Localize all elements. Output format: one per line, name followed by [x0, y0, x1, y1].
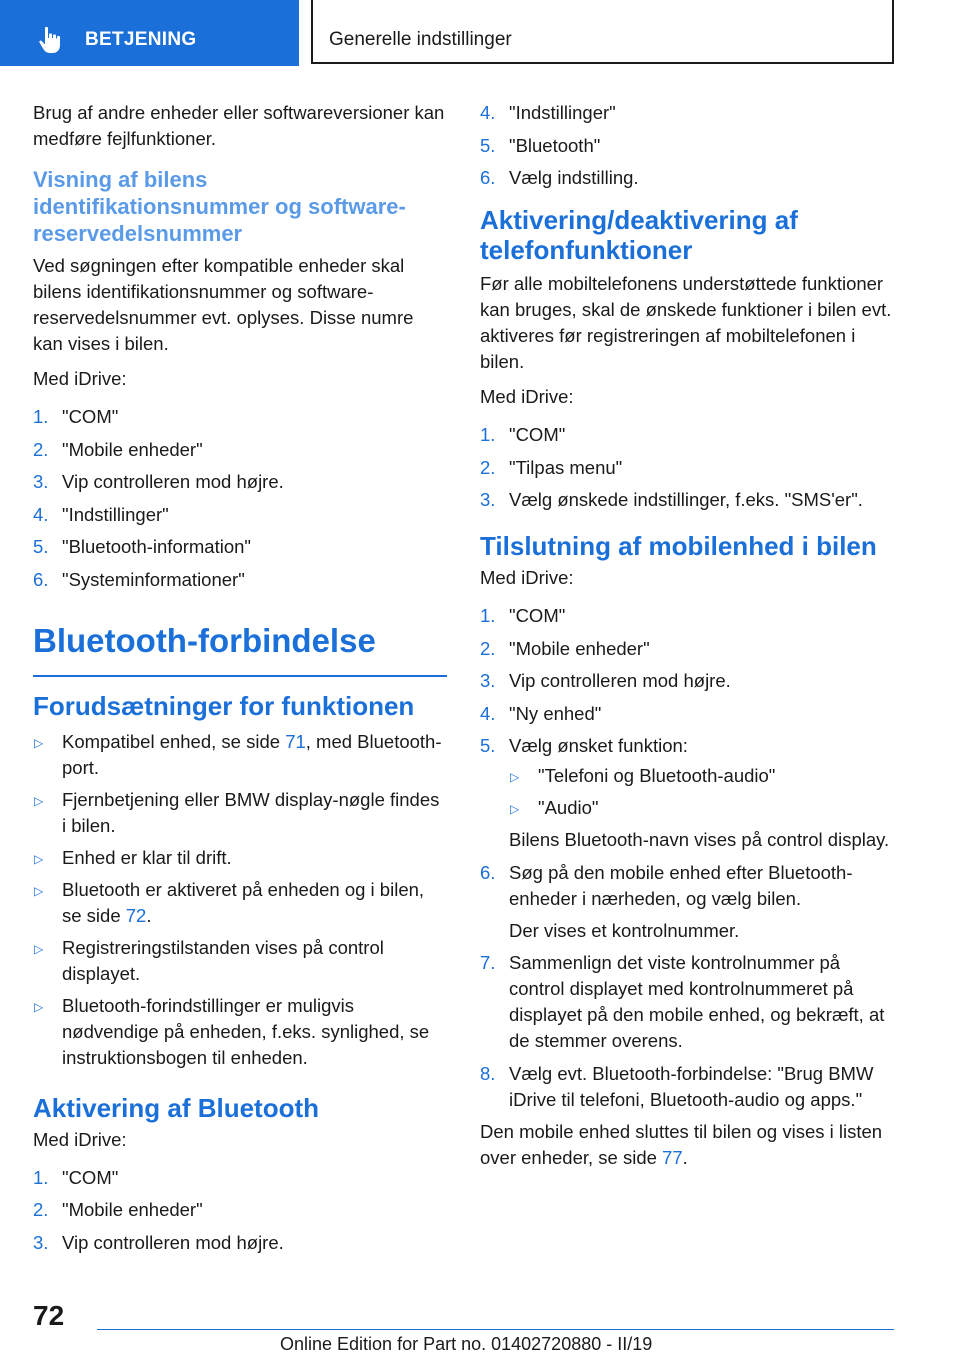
list-item: 2. "Tilpas menu"	[480, 456, 623, 478]
connect-steps	[480, 603, 900, 1113]
list-item: 2. "Mobile enheder"	[480, 637, 650, 659]
page-link[interactable]: 71	[285, 730, 306, 752]
idrive-label: Med iDrive:	[480, 386, 574, 407]
list-item: ▷ "Audio"	[509, 795, 900, 821]
triangle-bullet-icon: ▷	[510, 770, 520, 784]
function-options	[509, 763, 900, 821]
list-item: ▷ Kompatibel enhed, se side 71, med Bluetooth-port.	[34, 730, 442, 778]
heading-connect-device: Tilslutning af mobilenhed i bilen	[480, 531, 877, 561]
phone-steps	[480, 422, 900, 513]
left-column	[33, 100, 447, 1262]
triangle-bullet-icon: ▷	[510, 802, 520, 816]
chapter-title: Generelle indstillinger	[329, 29, 512, 50]
heading-vin: Visning af bilens identifikationsnummer og software-reservedelsnummer	[33, 167, 406, 246]
heading-bluetooth: Bluetooth-forbindelse	[33, 621, 376, 659]
vin-steps	[33, 404, 447, 593]
page-link[interactable]: 72	[125, 904, 147, 926]
page-number: 72	[33, 1300, 65, 1331]
list-item: ▷ Enhed er klar til drift.	[33, 845, 447, 871]
vin-text: Ved søgningen efter kompatible enheder skal bilens identifikationsnummer og software-reservedelsnummer evt. oplyses. Disse numre kan vises i bilen.	[33, 255, 414, 354]
list-item: ▷ "Telefoni og Bluetooth-audio"	[509, 763, 900, 789]
list-item: 2. "Mobile enheder"	[33, 438, 203, 460]
continued-steps	[480, 100, 900, 191]
list-item: 1. "COM"	[33, 406, 119, 427]
section-label: BETJENING	[85, 29, 197, 50]
idrive-label: Med iDrive:	[33, 1128, 127, 1150]
triangle-bullet-icon: ▷	[34, 883, 44, 898]
list-item: 1. "COM"	[33, 1166, 119, 1188]
right-column	[480, 100, 900, 1180]
list-item: 3. Vip controlleren mod højre.	[33, 471, 284, 492]
section-tab	[0, 0, 299, 66]
requirements-list	[33, 729, 447, 1071]
list-item: 5. "Bluetooth-information"	[33, 536, 251, 557]
list-item: 7. Sammenlign det viste kontrolnummer på control displayet med kontrolnummeret på displayet på den mobile enhed, og bekræft, at de stemmer overens.	[480, 952, 885, 1051]
list-item: ▷ Bluetooth-forindstillinger er muligvis nødvendige på enheden, f.eks. synlighed, se instruktionsbogen til enheden.	[34, 994, 430, 1068]
list-item: 3. Vip controlleren mod højre.	[33, 1231, 284, 1253]
triangle-bullet-icon: ▷	[34, 793, 44, 808]
list-item: ▷ Fjernbetjening eller BMW display-nøgle findes i bilen.	[34, 788, 440, 836]
triangle-bullet-icon: ▷	[34, 851, 44, 866]
chapter-title-box	[311, 0, 894, 64]
intro-text: Brug af andre enheder eller softwareversioner kan medføre fejlfunktioner.	[33, 102, 445, 149]
list-item: 1. "COM"	[480, 605, 566, 626]
heading-requirements: Forudsætninger for funktionen	[33, 690, 415, 721]
list-item: ▷ Registreringstilstanden vises på control displayet.	[34, 936, 384, 984]
phone-text: Før alle mobiltelefonens understøttede funktioner kan bruges, skal de ønskede funktioner i bilen evt. aktiveres før registreringen af mobiltelefonen i bilen.	[480, 273, 892, 372]
list-item: 6. Søg på den mobile enhed efter Bluetooth-enheder i nærheden, og vælg bilen. Der vises et kontrolnummer.	[480, 860, 900, 944]
list-item: 4. "Indstillinger"	[33, 503, 169, 525]
list-item: 4. "Ny enhed"	[480, 702, 602, 724]
list-item: 3. Vælg ønskede indstillinger, f.eks. "SMS'er".	[480, 489, 863, 510]
triangle-bullet-icon: ▷	[34, 941, 44, 956]
heading-activate-bluetooth: Aktivering af Bluetooth	[33, 1092, 320, 1123]
closing-text: Den mobile enhed sluttes til bilen og vises i listen over enheder, se side 77.	[480, 1121, 883, 1168]
list-item: 4. "Indstillinger"	[480, 102, 616, 123]
list-item: 8. Vælg evt. Bluetooth-forbindelse: "Brug BMW iDrive til telefoni, Bluetooth-audio og apps."	[480, 1062, 874, 1110]
list-item: ▷ Bluetooth er aktiveret på enheden og i bilen, se side 72.	[34, 878, 425, 926]
list-item: 6. Vælg indstilling.	[480, 167, 639, 188]
idrive-label: Med iDrive:	[480, 567, 574, 588]
page-link[interactable]: 77	[662, 1147, 683, 1168]
footer-rule	[97, 1329, 894, 1330]
triangle-bullet-icon: ▷	[34, 999, 44, 1014]
step-note: Der vises et kontrolnummer.	[509, 919, 740, 941]
activate-steps	[33, 1165, 447, 1256]
list-item: 5. Vælg ønsket funktion: ▷ "Telefoni og Bluetooth-audio" ▷ "Audio" Bilens Bluetooth-navn vises på control display.	[480, 733, 900, 853]
list-item: 6. "Systeminformationer"	[33, 568, 245, 590]
heading-phone-functions: Aktivering/deaktivering af telefonfunktioner	[480, 205, 798, 265]
list-item: 5. "Bluetooth"	[480, 134, 601, 156]
heading-rule	[33, 675, 447, 677]
triangle-bullet-icon: ▷	[34, 735, 44, 750]
edition-text: Online Edition for Part no. 01402720880 - II/19	[280, 1334, 653, 1354]
list-item: 1. "COM"	[480, 424, 566, 445]
hand-pointer-icon	[36, 25, 66, 55]
list-item: 3. Vip controlleren mod højre.	[480, 670, 731, 691]
step-note: Bilens Bluetooth-navn vises på control display.	[509, 829, 890, 850]
idrive-label: Med iDrive:	[33, 368, 127, 389]
list-item: 2. "Mobile enheder"	[33, 1199, 203, 1220]
